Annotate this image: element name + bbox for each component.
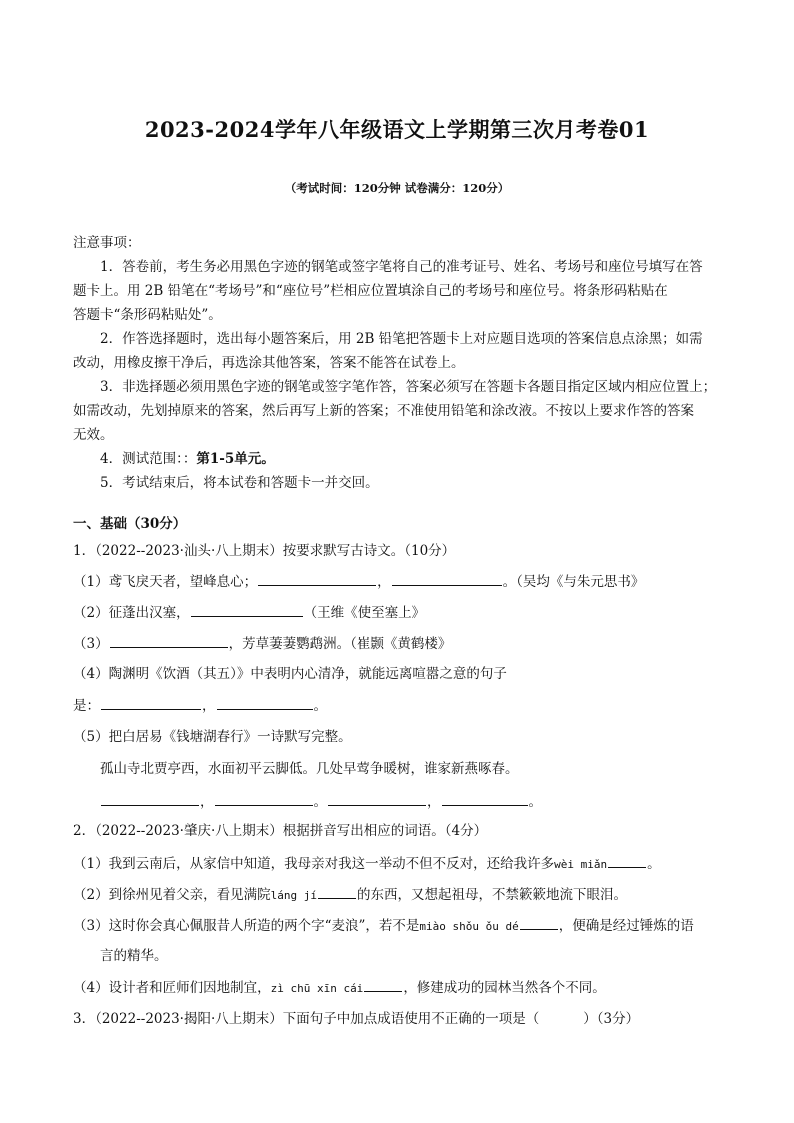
pinyin: wèi miǎn (554, 858, 608, 871)
item-text: ，便确是经过锤炼的语 (558, 918, 694, 934)
item-text: ，修建成功的园林当然各个不同。 (403, 980, 606, 996)
poem-line: 孤山寺北贾亭西，水面初平云脚低。几处早莺争暖树，谁家新燕啄春。 (100, 761, 519, 777)
answer-blank[interactable] (392, 572, 502, 586)
item-text: （1）我到云南后，从家信中知道，我母亲对我这一举动不但不反对，还给我许多 (73, 856, 555, 872)
answer-blank[interactable] (328, 792, 426, 806)
exam-subtitle: （考试时间：120分钟 试卷满分：120分） (284, 181, 510, 195)
item-text: 是： (73, 698, 100, 714)
answer-blank[interactable] (364, 978, 402, 992)
answer-blank[interactable] (442, 792, 528, 806)
answer-blank[interactable] (318, 885, 356, 899)
item-text: 。 (313, 794, 327, 810)
pinyin: láng jí (270, 889, 317, 902)
notice-line: 3．非选择题必须用黑色字迹的钢笔或签字笔作答，答案必须写在答题卡各题目指定区域内相应位置上； (100, 379, 717, 395)
answer-blank[interactable] (258, 572, 376, 586)
question-1-item-3 (73, 634, 451, 653)
notice-line: 改动，用橡皮擦干净后，再选涂其他答案，答案不能答在试卷上。 (73, 355, 465, 371)
question-1-item-5-blanks (100, 792, 542, 811)
question-2-item-4 (73, 978, 606, 998)
item-text: ）（3分） (583, 1011, 640, 1027)
question-1-item-5: （5）把白居易《钱塘湖春行》一诗默写完整。 (73, 729, 352, 745)
item-text: （1）鸢飞戾天者，望峰息心； (73, 574, 258, 590)
item-text: 。（吴均《与朱元思书》 (502, 574, 645, 590)
item-text: ， (427, 794, 441, 810)
answer-blank[interactable] (215, 792, 313, 806)
question-2-item-1 (73, 854, 661, 874)
question-1-head: 1．（2022--2023·汕头·八上期末）按要求默写古诗文。（10分） (73, 543, 456, 559)
item-text: （2）到徐州见着父亲，看见满院 (73, 887, 271, 903)
section-heading: 一、基础（30分） (73, 516, 187, 532)
item-text: 。 (313, 698, 327, 714)
question-3-head (73, 1010, 639, 1028)
item-text: 。 (528, 794, 542, 810)
item-text: （4）设计者和匠师们因地制宜， (73, 980, 271, 996)
item-text: ， (200, 794, 214, 810)
notice-line: 无效。 (73, 427, 114, 443)
question-2-item-2 (73, 885, 627, 905)
item-text: ， (202, 698, 216, 714)
item-text: （3）这时你会真心佩服昔人所造的两个字“麦浪”，若不是 (73, 918, 420, 934)
item-text: 3．（2022--2023·揭阳·八上期末）下面句子中加点成语使用不正确的一项是（ (73, 1011, 540, 1027)
item-text: ， (377, 574, 391, 590)
question-1-item-4-cont (73, 696, 327, 715)
notice-line: 1．答卷前，考生务必用黑色字迹的钢笔或签字笔将自己的准考证号、姓名、考场号和座位号填写在答 (100, 259, 703, 275)
question-1-item-1 (73, 572, 644, 591)
question-2-item-3 (73, 916, 694, 936)
notice-line: 2．作答选择题时，选出每小题答案后，用 2B 铅笔把答题卡上对应题目选项的答案信息点涂黑；如需 (100, 331, 703, 347)
notice-scope-label: 4．测试范围：： (100, 451, 197, 467)
answer-blank[interactable] (520, 916, 558, 930)
pinyin: zì chū xīn cái (270, 982, 364, 995)
pinyin: miào shǒu ǒu dé (419, 920, 519, 933)
question-1-item-2 (73, 603, 425, 622)
item-text: （2）征蓬出汉塞， (73, 605, 190, 621)
item-text: ，芳草萋萋鹦鹉洲。（崔颢《黄鹤楼》 (228, 636, 452, 652)
answer-blank[interactable] (110, 634, 228, 648)
answer-blank[interactable] (608, 854, 646, 868)
notice-scope-value: 第1-5单元。 (196, 451, 275, 467)
item-text: （3） (73, 636, 109, 652)
item-text: 。 (647, 856, 661, 872)
question-2-item-3-cont: 言的精华。 (100, 948, 168, 964)
notice-line: 5．考试结束后，将本试卷和答题卡一并交回。 (100, 475, 379, 491)
answer-blank[interactable] (101, 792, 199, 806)
item-text: （王维《使至塞上》 (303, 605, 426, 621)
question-2-head: 2．（2022--2023·肇庆·八上期末）根据拼音写出相应的词语。（4分） (73, 823, 488, 839)
notice-line: 题卡上。用 2B 铅笔在“考场号”和“座位号”栏相应位置填涂自己的考场号和座位号。将条形码粘贴在 (73, 283, 668, 299)
exam-title: 2023-2024学年八年级语文上学期第三次月考卷01 (144, 117, 650, 142)
notice-line: 如需改动，先划掉原来的答案，然后再写上新的答案；不准使用铅笔和涂改液。不按以上要求作答的答案 (73, 403, 694, 419)
answer-blank[interactable] (191, 603, 303, 617)
answer-blank[interactable] (101, 696, 201, 710)
notice-heading: 注意事项： (73, 235, 141, 251)
notice-line (100, 450, 275, 468)
question-1-item-4: （4）陶渊明《饮酒（其五）》中表明内心清净，就能远离喧嚣之意的句子 (73, 666, 507, 682)
notice-line: 答题卡“条形码粘贴处”。 (73, 307, 222, 323)
answer-blank[interactable] (217, 696, 313, 710)
item-text: 的东西，又想起祖母，不禁簌簌地流下眼泪。 (356, 887, 627, 903)
